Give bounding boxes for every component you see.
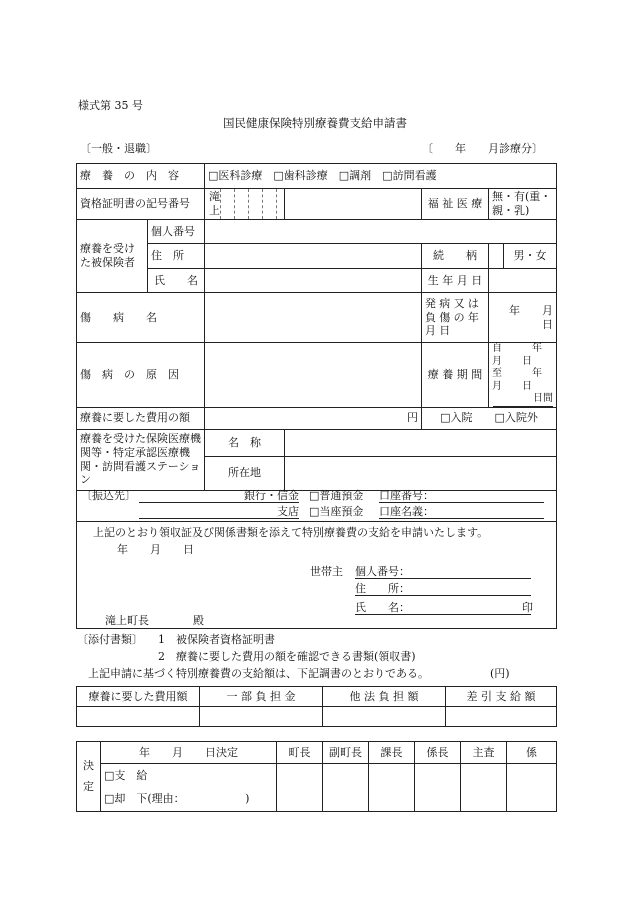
form-number: 様式第 35 号: [78, 99, 143, 112]
onset-date[interactable]: 年 月 日: [489, 293, 557, 343]
seal-senior-staff[interactable]: [461, 764, 507, 812]
payment-copay-field[interactable]: [200, 707, 323, 727]
payment-note: 上記申請に基づく特別療養費の支給額は、下記調書のとおりである。: [88, 667, 429, 680]
payment-header-net: 差 引 支 給 額: [446, 687, 557, 707]
cert-label: 資格証明書の記号番号: [77, 189, 205, 220]
relation-label: 続 柄: [422, 244, 489, 269]
account-name[interactable]: 口座名義：: [379, 505, 544, 519]
bank-declaration-box: [76, 485, 557, 629]
category-label: 〔一般・退職〕: [80, 142, 157, 155]
name-label: 氏 名: [148, 269, 205, 293]
payment-unit: (円): [490, 667, 510, 680]
decision-label: 決定: [77, 742, 101, 812]
relation-cell[interactable]: [489, 244, 557, 269]
address-field[interactable]: [205, 244, 422, 269]
householder-name[interactable]: 氏 名：: [355, 601, 531, 615]
role-senior-staff: 主査: [461, 742, 507, 764]
payment-table: [76, 686, 557, 727]
relation-field[interactable]: [489, 244, 503, 268]
disease-label: 傷 病 名: [77, 293, 205, 343]
seal-staff[interactable]: [507, 764, 557, 812]
facility-name-field[interactable]: [285, 429, 557, 456]
application-date[interactable]: 年 月 日: [117, 543, 194, 556]
role-deputy-mayor: 副町長: [323, 742, 369, 764]
decision-reject[interactable]: □却 下(理由： ): [101, 788, 277, 812]
onset-label: 発病又は負傷の年月日: [422, 293, 489, 343]
facility-label: 療養を受けた保険医療機関等・特定承認医療機関・訪問看護ステーション: [77, 429, 205, 490]
role-subsection-chief: 係長: [415, 742, 461, 764]
form-title: 国民健康保険特別療養費支給申請書: [223, 116, 407, 130]
payment-header-other: 他 法 負 担 額: [323, 687, 446, 707]
account-number[interactable]: 口座番号：: [379, 489, 544, 503]
facility-name-label: 名 称: [205, 429, 285, 456]
payment-header-copay: 一 部 負 担 金: [200, 687, 323, 707]
decision-date[interactable]: 年 月 日決定: [101, 742, 277, 764]
period-from: 自 年 月 日: [492, 343, 562, 367]
householder-personal-no[interactable]: 個人番号：: [355, 565, 531, 579]
period-to: 至 年 月 日: [492, 368, 562, 392]
declaration-text: 上記のとおり領収証及び関係書類を添えて特別療養費の支給を申請いたします。: [93, 526, 489, 539]
cert-number-blank[interactable]: [285, 189, 422, 220]
seal-mayor[interactable]: [277, 764, 323, 812]
period-label: 療 養 期 間: [422, 343, 489, 408]
cost-label: 療養に要した費用の額: [77, 407, 205, 429]
seal-subsection-chief[interactable]: [415, 764, 461, 812]
role-staff: 係: [507, 742, 557, 764]
payment-header-cost: 療養に要した費用額: [77, 687, 200, 707]
account-type-current[interactable]: □当座預金: [309, 505, 364, 518]
period-cell[interactable]: [489, 343, 562, 408]
claim-month-label: 〔 年 月診療分〕: [422, 142, 543, 155]
payment-net-field[interactable]: [446, 707, 557, 727]
cost-unit[interactable]: 円: [205, 407, 422, 429]
cert-number-cell[interactable]: [205, 189, 285, 220]
facility-addr-label: 所在地: [205, 456, 285, 490]
role-mayor: 町長: [277, 742, 323, 764]
period-days: 日間: [493, 393, 553, 407]
cert-digit-boxes[interactable]: [220, 189, 290, 219]
disease-field[interactable]: [205, 293, 422, 343]
sex-value[interactable]: 男・女: [503, 244, 556, 268]
treatment-label: 療 養 の 内 容: [77, 164, 205, 189]
addressee: 滝上町長 殿: [105, 614, 204, 627]
householder-label: 世帯主: [310, 565, 343, 578]
branch[interactable]: 支店: [139, 505, 299, 519]
personal-no-label: 個人番号: [148, 220, 205, 244]
main-form-table: [76, 163, 576, 491]
decision-table: [76, 741, 557, 812]
welfare-value[interactable]: 無・有(重・親・乳): [489, 189, 557, 220]
bank-kind[interactable]: 銀行・信金: [139, 489, 299, 503]
seal-mark: 印: [522, 601, 533, 614]
birth-field[interactable]: [489, 269, 557, 293]
cause-field[interactable]: [205, 343, 422, 408]
attachment-1: 1 被保険者資格証明書: [158, 633, 275, 646]
personal-no-field[interactable]: [205, 220, 557, 244]
payment-cost-field[interactable]: [77, 707, 200, 727]
welfare-label: 福 祉 医 療: [422, 189, 489, 220]
payment-other-field[interactable]: [323, 707, 446, 727]
role-section-chief: 課長: [369, 742, 415, 764]
attachments-label: 〔添付書類〕: [77, 633, 143, 646]
seal-section-chief[interactable]: [369, 764, 415, 812]
attachment-2: 2 療養に要した費用の額を確認できる書類(領収書): [158, 650, 416, 663]
insured-label: 療養を受けた被保険者: [77, 220, 148, 293]
treatment-options[interactable]: □医科診療 □歯科診療 □調剤 □訪問看護: [205, 164, 557, 189]
householder-address[interactable]: 住 所：: [355, 582, 531, 596]
bank-label: 〔振込先〕: [81, 489, 136, 502]
inpatient-options[interactable]: □入院 □入院外: [422, 407, 557, 429]
address-label: 住 所: [148, 244, 205, 269]
account-type-ordinary[interactable]: □普通預金: [309, 489, 364, 502]
seal-deputy-mayor[interactable]: [323, 764, 369, 812]
decision-approve[interactable]: □支 給: [101, 764, 277, 788]
birth-label: 生 年 月 日: [422, 269, 489, 293]
cert-prefix: 滝上: [209, 190, 220, 217]
cause-label: 傷 病 の 原 因: [77, 343, 205, 408]
name-field[interactable]: [205, 269, 422, 293]
